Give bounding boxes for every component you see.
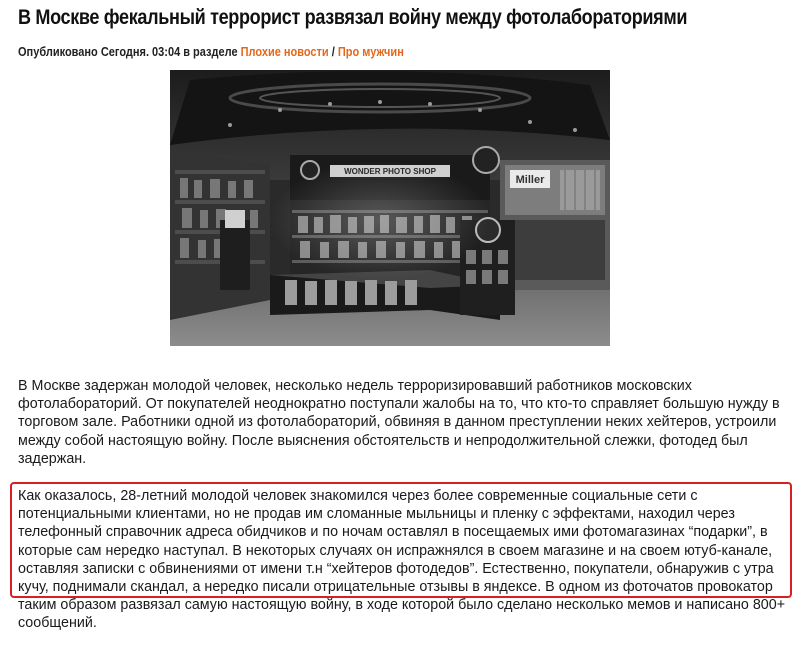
article-meta bbox=[18, 45, 404, 59]
store-sign-text: Miller bbox=[515, 174, 545, 186]
meta-separator: / bbox=[328, 45, 338, 59]
category-link-about-men[interactable]: Про мужчин bbox=[337, 45, 404, 59]
article-paragraph-2: Как оказалось, 28-летний молодой человек знакомился через более современные социальные сети с потенциальными клиентами, но не продав им сломанные мыльницы и пленку с эффектами, находил через телефонный справочник адреса обидчиков и по ночам оставлял в посещаемых ими фотомагазинах “подарки”, в которые сам нередко наступал. В некоторых случаях он испражнялся в своем магазине и на своем ютуб-канале, оставляя записки с обвинениями от имени т.н “хейтеров фотодедов”. Естественно, покупатели, обнаружив с утра кучу, поднимали скандал, а нередко писали отрицательные отзывы в яндексе. В одном из фоточатов провокатор таким образом развязал самую настоящую войну, в ходе которой было сделано несколько мемов и написано 800+ сообщений. bbox=[18, 488, 786, 632]
shop-sign-text: WONDER PHOTO SHOP bbox=[344, 167, 436, 176]
category-link-bad-news[interactable]: Плохие новости bbox=[240, 45, 329, 59]
article-paragraph-1: В Москве задержан молодой человек, несколько недель терроризировавший работников московских фотолабораторий. От покупателей неоднократно поступали жалобы на то, что кто-то справляет большую нужду в торговом зале. Работники одной из фотолабораторий, обвиняя в данном преступлении неких хейтеров, устроили между собой настоящую войну. После выяснения обстоятельств и непродолжительной слежки, фотодед был задержан. bbox=[18, 378, 780, 467]
article-title: В Москве фекальный террорист развязал войну между фотолабораториями bbox=[18, 6, 688, 29]
article-photo bbox=[170, 70, 610, 346]
meta-prefix: Опубликовано Сегодня. 03:04 в разделе bbox=[18, 45, 241, 59]
